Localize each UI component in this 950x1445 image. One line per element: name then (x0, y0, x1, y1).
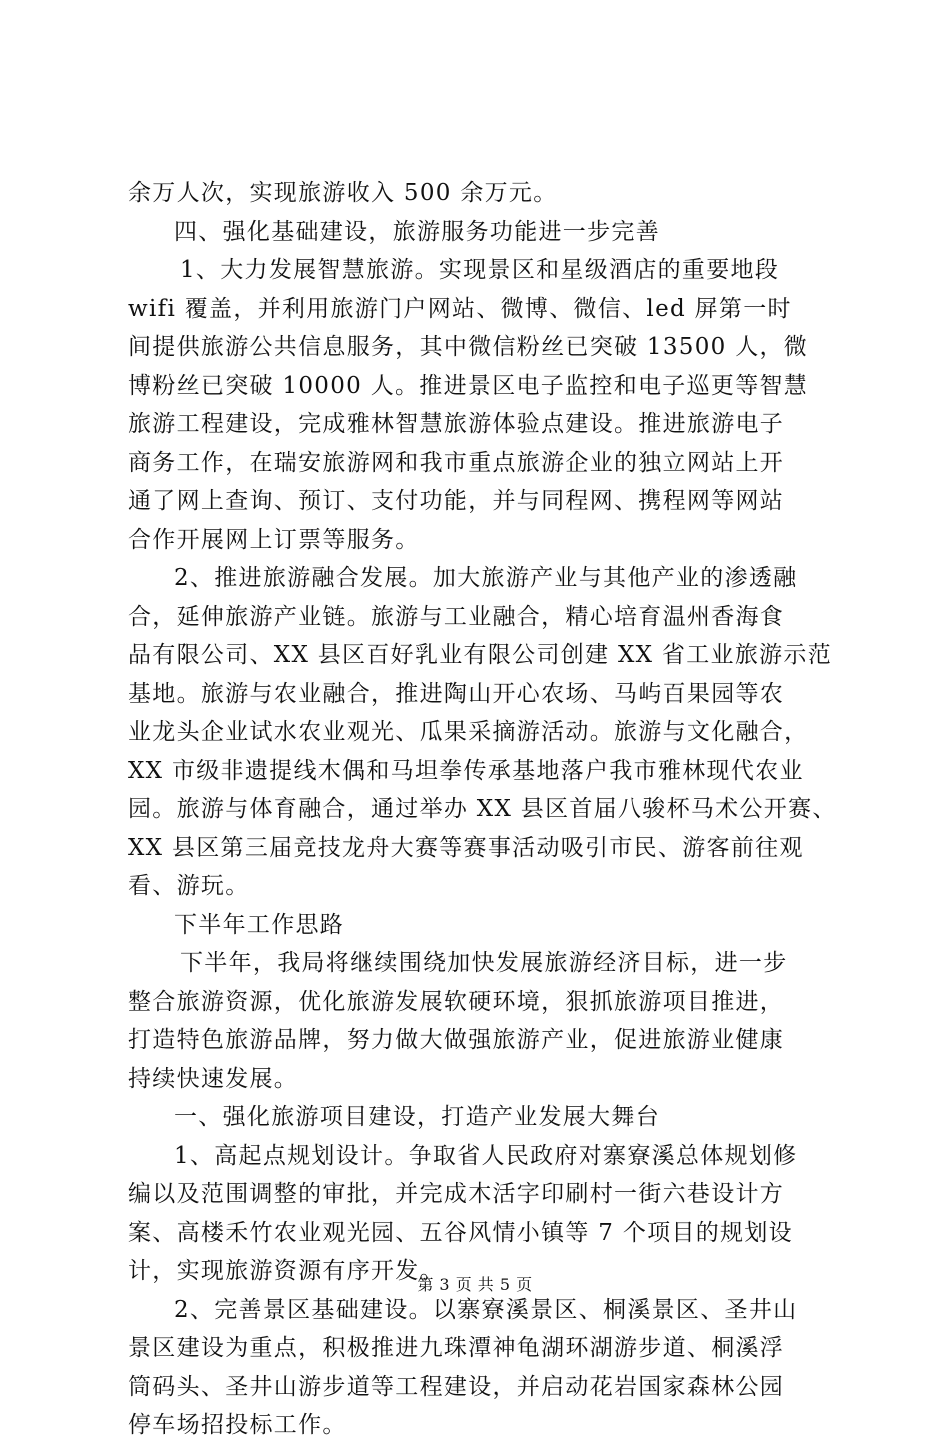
text-line: wifi 覆盖，并利用旅游门户网站、微博、微信、led 屏第一时 (128, 295, 792, 322)
text-line: 案、高楼禾竹农业观光园、五谷风情小镇等 7 个项目的规划设 (128, 1219, 793, 1246)
text-line: 2、完善景区基础建设。以寨寮溪景区、桐溪景区、圣井山 (174, 1296, 798, 1323)
text-line: 旅游工程建设，完成雅林智慧旅游体验点建设。推进旅游电子 (128, 411, 785, 437)
text-line: 1、大力发展智慧旅游。实现景区和星级酒店的重要地段 (180, 257, 780, 283)
text-line: 停车场招投标工作。 (128, 1412, 347, 1438)
text-line: 一、强化旅游项目建设，打造产业发展大舞台 (174, 1104, 660, 1130)
text-line: 看、游玩。 (128, 873, 250, 899)
text-line: 间提供旅游公共信息服务，其中微信粉丝已突破 13500 人，微 (128, 334, 809, 360)
text-line: 打造特色旅游品牌，努力做大做强旅游产业，促进旅游业健康 (128, 1027, 785, 1053)
text-line: 基地。旅游与农业融合，推进陶山开心农场、马屿百果园等农 (128, 680, 785, 707)
text-line: 合，延伸旅游产业链。旅游与工业融合，精心培育温州香海食 (128, 603, 785, 630)
text-line: XX 县区第三届竞技龙舟大赛等赛事活动吸引市民、游客前往观 (128, 834, 804, 861)
document-body (128, 174, 837, 1445)
text-line: 编以及范围调整的审批，并完成木活字印刷村一街六巷设计方 (128, 1181, 785, 1207)
text-line: 品有限公司、XX 县区百好乳业有限公司创建 XX 省工业旅游示范 (128, 642, 833, 668)
text-line: 四、强化基础建设，旅游服务功能进一步完善 (174, 218, 660, 245)
text-line: 整合旅游资源，优化旅游发展软硬环境，狠抓旅游项目推进， (128, 988, 785, 1015)
text-line: 持续快速发展。 (128, 1065, 299, 1092)
text-line: 园。旅游与体育融合，通过举办 XX 县区首届八骏杯马术公开赛、 (128, 796, 837, 822)
text-line: 博粉丝已突破 10000 人。推进景区电子监控和电子巡更等智慧 (128, 372, 809, 399)
text-line: 2、推进旅游融合发展。加大旅游产业与其他产业的渗透融 (174, 565, 798, 591)
text-line: 业龙头企业试水农业观光、瓜果采摘游活动。旅游与文化融合， (128, 719, 809, 745)
text-line: 下半年工作思路 (174, 911, 345, 938)
text-line: XX 市级非遗提线木偶和马坦拳传承基地落户我市雅林现代农业 (128, 757, 804, 784)
page-footer: 第 3 页 共 5 页 (417, 1275, 533, 1294)
text-line: 1、高起点规划设计。争取省人民政府对寨寮溪总体规划修 (174, 1142, 798, 1169)
text-line: 筒码头、圣井山游步道等工程建设，并启动花岩国家森林公园 (128, 1373, 785, 1400)
text-line: 计，实现旅游资源有序开发。 (128, 1258, 444, 1284)
text-line: 景区建设为重点，积极推进九珠潭神龟湖环湖游步道、桐溪浮 (128, 1335, 785, 1361)
text-line: 下半年，我局将继续围绕加快发展旅游经济目标，进一步 (180, 950, 788, 976)
text-line: 商务工作，在瑞安旅游网和我市重点旅游企业的独立网站上开 (128, 449, 785, 476)
text-line: 余万人次，实现旅游收入 500 余万元。 (128, 180, 558, 206)
text-line: 合作开展网上订票等服务。 (128, 526, 420, 553)
text-line: 通了网上查询、预订、支付功能，并与同程网、携程网等网站 (128, 488, 785, 514)
